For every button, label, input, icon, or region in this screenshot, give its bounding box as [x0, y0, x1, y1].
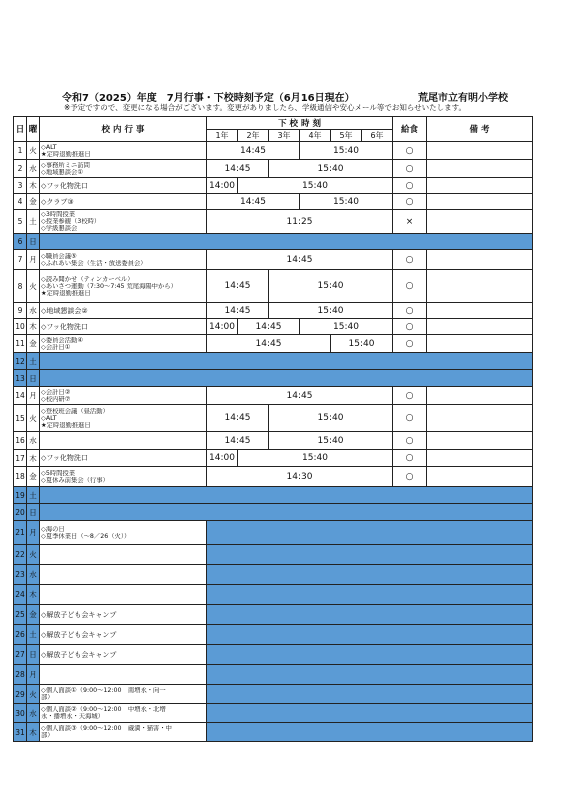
day-cell: 29 [14, 685, 27, 704]
day-cell: 18 [14, 467, 27, 487]
events-cell [40, 194, 207, 210]
event-line: ◇会計日② [41, 388, 71, 396]
weekday-cell: 土 [27, 625, 40, 645]
weekday-cell: 金 [27, 335, 40, 353]
remarks-cell [427, 335, 533, 353]
weekday-cell: 土 [27, 353, 40, 370]
day-cell: 30 [14, 704, 27, 723]
table-row [14, 521, 533, 545]
header-grade-2: 2年 [238, 130, 269, 142]
day-cell: 26 [14, 625, 27, 645]
table-row [14, 142, 533, 160]
day-cell: 2 [14, 160, 27, 178]
event-line: ◇事務所ミニ訪問 [41, 161, 90, 169]
event-line: ◇解放子ども会キャンプ [41, 630, 117, 639]
lunch-cell: ○ [393, 432, 427, 450]
table-row [14, 504, 533, 521]
table-row [14, 234, 533, 250]
holiday-fill [207, 685, 533, 704]
dismissal-time: 15:40 [269, 303, 393, 319]
event-line: ◇夏季休業日（～8／26（火）） [41, 532, 131, 540]
lunch-cell: ○ [393, 405, 427, 432]
header-remarks: 備 考 [427, 117, 533, 142]
table-row [14, 270, 533, 303]
dismissal-time: 15:40 [269, 270, 393, 303]
day-cell: 7 [14, 250, 27, 270]
weekday-cell: 金 [27, 467, 40, 487]
dismissal-time: 15:40 [269, 160, 393, 178]
event-line: ◇地域懇談会① [41, 168, 83, 176]
events-cell [40, 319, 207, 335]
table-row [14, 432, 533, 450]
weekday-cell: 火 [27, 405, 40, 432]
table-row [14, 370, 533, 387]
dismissal-time: 14:45 [207, 250, 393, 270]
event-line: ◇学級懇談会 [41, 225, 78, 232]
event-line: ◇ふれあい集会（生活・放送委員会） [41, 259, 147, 267]
dismissal-time: 14:45 [207, 270, 269, 303]
day-cell: 1 [14, 142, 27, 160]
dismissal-time: 14:00 [207, 450, 238, 467]
day-cell: 11 [14, 335, 27, 353]
day-cell: 13 [14, 370, 27, 387]
events-cell [40, 270, 207, 303]
event-line: ◇授業参観（3校時） [41, 218, 101, 225]
events-cell [40, 521, 207, 545]
lunch-cell: ○ [393, 450, 427, 467]
remarks-cell [427, 387, 533, 405]
event-line: ◇ALT [41, 414, 57, 422]
weekday-cell: 月 [27, 665, 40, 685]
header-day: 日 [14, 117, 27, 142]
remarks-cell [427, 270, 533, 303]
dismissal-time: 15:40 [238, 178, 393, 194]
event-line: ◇読み聞かせ（ティンカーベル） [41, 275, 134, 283]
weekday-cell: 水 [27, 704, 40, 723]
holiday-fill [207, 723, 533, 742]
weekday-cell: 日 [27, 234, 40, 250]
header-lunch: 給食 [393, 117, 427, 142]
events-cell [40, 250, 207, 270]
remarks-cell [427, 250, 533, 270]
events-cell [40, 665, 207, 685]
event-line: ◇登校班会議（昼活動） [41, 407, 109, 415]
weekday-cell: 火 [27, 270, 40, 303]
day-cell: 5 [14, 210, 27, 234]
day-cell: 25 [14, 605, 27, 625]
day-cell: 12 [14, 353, 27, 370]
lunch-cell: ○ [393, 142, 427, 160]
weekday-cell: 木 [27, 723, 40, 742]
weekday-cell: 木 [27, 585, 40, 605]
weekday-cell: 木 [27, 450, 40, 467]
weekday-cell: 水 [27, 432, 40, 450]
events-cell [40, 432, 207, 450]
event-line: ◇会計日① [41, 343, 71, 351]
lunch-cell: ○ [393, 387, 427, 405]
events-cell [40, 303, 207, 319]
weekday-cell: 水 [27, 160, 40, 178]
lunch-cell: ○ [393, 178, 427, 194]
events-cell [40, 565, 207, 585]
events-cell [40, 723, 207, 742]
table-row [14, 467, 533, 487]
header-grade-5: 5年 [331, 130, 362, 142]
event-line: ◇地域懇談会② [41, 306, 88, 315]
event-line: 部） [41, 732, 54, 739]
header-grade-6: 6年 [362, 130, 393, 142]
header-events: 校 内 行 事 [40, 117, 207, 142]
remarks-cell [427, 210, 533, 234]
weekday-cell: 火 [27, 685, 40, 704]
lunch-cell: ○ [393, 319, 427, 335]
weekday-cell: 金 [27, 605, 40, 625]
event-line: ◇あいさつ運動（7:30～7:45 荒尾海陽中から） [41, 282, 177, 290]
header-grade-3: 3年 [269, 130, 300, 142]
day-cell: 22 [14, 545, 27, 565]
weekday-cell: 土 [27, 487, 40, 504]
table-row [14, 335, 533, 353]
table-row [14, 685, 533, 704]
lunch-cell: ○ [393, 160, 427, 178]
remarks-cell [427, 467, 533, 487]
table-row [14, 353, 533, 370]
event-line: ◇フッ化物洗口 [41, 454, 88, 462]
table-row [14, 210, 533, 234]
dismissal-time: 14:45 [207, 303, 269, 319]
remarks-cell [427, 405, 533, 432]
dismissal-time: 15:40 [238, 450, 393, 467]
weekday-cell: 木 [27, 319, 40, 335]
events-cell [40, 160, 207, 178]
weekday-cell: 日 [27, 504, 40, 521]
holiday-fill [40, 370, 533, 387]
table-row [14, 585, 533, 605]
holiday-fill [40, 234, 533, 250]
weekday-cell: 土 [27, 210, 40, 234]
dismissal-time: 14:45 [207, 142, 300, 160]
dismissal-time: 14:45 [207, 405, 269, 432]
day-cell: 16 [14, 432, 27, 450]
lunch-cell: ○ [393, 270, 427, 303]
events-cell [40, 625, 207, 645]
event-line: 永・播増永・天海城） [41, 713, 104, 720]
events-cell [40, 142, 207, 160]
dismissal-time: 15:40 [269, 405, 393, 432]
event-line: ◇解放子ども会キャンプ [41, 650, 117, 659]
event-line: ★定時退勤推進日 [41, 421, 91, 429]
weekday-cell: 月 [27, 521, 40, 545]
day-cell: 10 [14, 319, 27, 335]
day-cell: 31 [14, 723, 27, 742]
event-line: ◇個人面談①（9:00～12:00 南増永・向一 [41, 687, 166, 694]
day-cell: 19 [14, 487, 27, 504]
table-row [14, 565, 533, 585]
day-cell: 17 [14, 450, 27, 467]
day-cell: 27 [14, 645, 27, 665]
events-cell [40, 585, 207, 605]
event-line: ◇海の日 [41, 525, 65, 533]
remarks-cell [427, 432, 533, 450]
day-cell: 14 [14, 387, 27, 405]
holiday-fill [207, 585, 533, 605]
table-row [14, 704, 533, 723]
day-cell: 23 [14, 565, 27, 585]
events-cell [40, 545, 207, 565]
dismissal-time: 11:25 [207, 210, 393, 234]
weekday-cell: 水 [27, 565, 40, 585]
event-line: ◇フッ化物洗口 [41, 322, 88, 331]
event-line: 部） [41, 694, 54, 701]
day-cell: 15 [14, 405, 27, 432]
dismissal-time: 14:45 [207, 160, 269, 178]
dismissal-time: 15:40 [269, 432, 393, 450]
event-line: ◇職員会議⑤ [41, 252, 77, 260]
table-row [14, 250, 533, 270]
table-row [14, 303, 533, 319]
dismissal-time: 14:45 [207, 432, 269, 450]
events-cell [40, 405, 207, 432]
events-cell [40, 467, 207, 487]
dismissal-time: 14:45 [207, 194, 300, 210]
table-row [14, 625, 533, 645]
weekday-cell: 水 [27, 303, 40, 319]
weekday-cell: 月 [27, 387, 40, 405]
dismissal-time: 14:45 [207, 335, 331, 353]
table-row [14, 450, 533, 467]
dismissal-time: 14:45 [207, 387, 393, 405]
day-cell: 28 [14, 665, 27, 685]
holiday-fill [207, 704, 533, 723]
dismissal-time: 15:40 [300, 142, 393, 160]
school-name: 荒尾市立有明小学校 [418, 93, 508, 104]
dismissal-time: 15:40 [300, 319, 393, 335]
remarks-cell [427, 160, 533, 178]
holiday-fill [207, 605, 533, 625]
holiday-fill [207, 545, 533, 565]
event-line: ◇ALT [41, 143, 57, 151]
holiday-fill [40, 353, 533, 370]
day-cell: 9 [14, 303, 27, 319]
event-line: ★定時退勤推進日 [41, 150, 91, 158]
dismissal-time: 14:00 [207, 319, 238, 335]
event-line: ◇委員会活動④ [41, 336, 83, 344]
lunch-cell: ○ [393, 335, 427, 353]
table-row [14, 605, 533, 625]
dismissal-time: 14:00 [207, 178, 238, 194]
events-cell [40, 704, 207, 723]
event-line: ◇フッ化物洗口 [41, 181, 88, 190]
holiday-fill [207, 625, 533, 645]
holiday-fill [207, 565, 533, 585]
day-cell: 21 [14, 521, 27, 545]
weekday-cell: 日 [27, 370, 40, 387]
table-row [14, 194, 533, 210]
table-row [14, 645, 533, 665]
schedule-table [13, 116, 533, 742]
remarks-cell [427, 319, 533, 335]
dismissal-time: 14:45 [238, 319, 300, 335]
day-cell: 3 [14, 178, 27, 194]
weekday-cell: 金 [27, 194, 40, 210]
header-grade-1: 1年 [207, 130, 238, 142]
event-line: ◇クラブ③ [41, 197, 74, 206]
event-line: ◇校内研⑦ [41, 395, 71, 403]
holiday-fill [207, 521, 533, 545]
header-dismissal: 下 校 時 刻 [207, 117, 393, 130]
day-cell: 6 [14, 234, 27, 250]
lunch-cell: × [393, 210, 427, 234]
day-cell: 8 [14, 270, 27, 303]
weekday-cell: 日 [27, 645, 40, 665]
weekday-cell: 木 [27, 178, 40, 194]
event-line: ◇5時間授業 [41, 469, 76, 477]
weekday-cell: 火 [27, 545, 40, 565]
events-cell [40, 210, 207, 234]
dismissal-time: 14:30 [207, 467, 393, 487]
schedule-note: ※予定ですので、変更になる場合がございます。変更がありましたら、学級通信や安心メール等でお知らせいたします。 [64, 103, 467, 112]
lunch-cell: ○ [393, 250, 427, 270]
event-line: ★定時退勤推進日 [41, 289, 91, 297]
table-row [14, 405, 533, 432]
page-title: 令和7（2025）年度 7月行事・下校時刻予定（6月16日現在） [62, 93, 355, 104]
table-row [14, 665, 533, 685]
remarks-cell [427, 142, 533, 160]
day-cell: 24 [14, 585, 27, 605]
dismissal-time: 15:40 [300, 194, 393, 210]
day-cell: 20 [14, 504, 27, 521]
holiday-fill [40, 487, 533, 504]
header-weekday: 曜 [27, 117, 40, 142]
table-row [14, 319, 533, 335]
events-cell [40, 387, 207, 405]
lunch-cell: ○ [393, 194, 427, 210]
dismissal-time: 15:40 [331, 335, 393, 353]
header-grade-4: 4年 [300, 130, 331, 142]
lunch-cell: ○ [393, 467, 427, 487]
event-line: ◇個人面談②（9:00～12:00 中増永・北増 [41, 706, 166, 713]
remarks-cell [427, 303, 533, 319]
holiday-fill [40, 504, 533, 521]
day-cell: 4 [14, 194, 27, 210]
events-cell [40, 605, 207, 625]
event-line: ◇3時間授業 [41, 211, 76, 218]
event-line: ◇解放子ども会キャンプ [41, 610, 117, 619]
remarks-cell [427, 178, 533, 194]
table-row [14, 487, 533, 504]
events-cell [40, 178, 207, 194]
table-row [14, 545, 533, 565]
events-cell [40, 685, 207, 704]
holiday-fill [207, 665, 533, 685]
events-cell [40, 450, 207, 467]
weekday-cell: 月 [27, 250, 40, 270]
table-row [14, 160, 533, 178]
remarks-cell [427, 194, 533, 210]
remarks-cell [427, 450, 533, 467]
lunch-cell: ○ [393, 303, 427, 319]
table-row [14, 178, 533, 194]
weekday-cell: 火 [27, 142, 40, 160]
event-line: ◇夏休み前集会（行事） [41, 476, 109, 484]
table-row [14, 723, 533, 742]
events-cell [40, 335, 207, 353]
holiday-fill [207, 645, 533, 665]
events-cell [40, 645, 207, 665]
event-line: ◇個人面談③（9:00～12:00 蔵満・猫害・中 [41, 725, 172, 732]
table-row [14, 387, 533, 405]
